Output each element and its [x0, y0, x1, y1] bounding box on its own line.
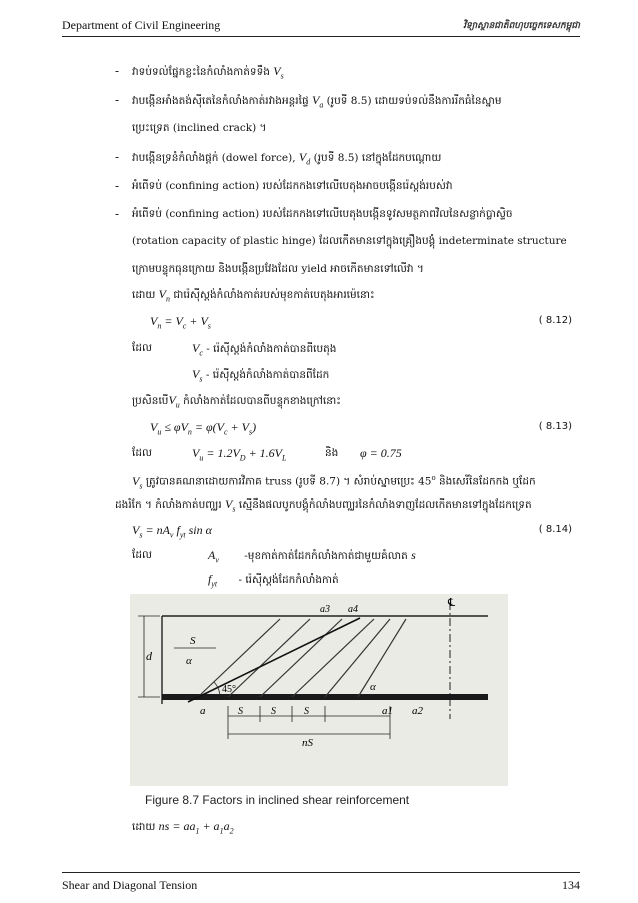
vu-symbol: $V_u$: [168, 393, 180, 410]
a4-label: a4: [348, 604, 358, 615]
vn-intro-text: ជារ៉េស៊ីស្តង់កំលាំងកាត់របស់មុខកាត់បេតុងអារម៉េនោះ: [173, 289, 375, 301]
page-footer: [62, 872, 580, 892]
bullet-dash: -: [115, 179, 120, 193]
equation-number-8-12: ( 8.12): [538, 315, 572, 326]
bullet-3-symbol: $V_d$: [298, 150, 311, 167]
condition-line: [132, 393, 341, 412]
bullet-dash: -: [115, 93, 120, 107]
and-word: និង: [325, 447, 339, 459]
bullet-3-tail: នៅក្នុងដែកបណ្តោយ: [361, 152, 442, 164]
page-number: 134: [562, 878, 580, 892]
page-header: [62, 14, 580, 37]
vu-equation: $V_u = 1.2V_D + 1.6V_L$: [192, 446, 287, 463]
where-lead-3: ដែល: [132, 549, 152, 561]
a2-label: a2: [412, 705, 423, 717]
figure-caption: Figure 8.7 Factors in inclined shear reinforcement: [145, 793, 410, 807]
bullet-dash: -: [115, 207, 120, 221]
condition-lead: ប្រសិនបើ: [132, 395, 169, 407]
bullet-2-tail: ដោយទប់ទល់នឹងការរីកធំនៃស្នាម: [374, 95, 502, 107]
a-label: a: [200, 705, 206, 717]
truss-paragraph-line-2: [115, 497, 532, 516]
spacing-label: S: [238, 706, 243, 717]
definition-fyt: [208, 572, 339, 591]
bullet-3-text: វាបង្កើនទ្រនំកំលាំងផ្តក់ (dowel force),: [132, 152, 296, 164]
bullet-5: អំពើទប់ (confining action) របស់ដែកកងទៅលើបេតុងបង្កើនទូវសមត្ថភាពវិលនៃសន្លាក់ប្លាស្ទិច: [132, 208, 513, 220]
vn-intro-lead: ដោយ: [132, 289, 156, 301]
inclined-bar: [260, 619, 342, 697]
alpha-label: α: [370, 681, 376, 693]
spacing-symbol: s: [411, 548, 416, 562]
a1-label: a1: [382, 705, 393, 717]
angle-label: 45°: [222, 684, 236, 695]
where-lead-2: ដែល: [132, 447, 152, 459]
equation-8-13: $V_u \le \varphi V_n = \varphi(V_c + V_s)$: [150, 420, 257, 437]
phi-value: φ = 0.75: [360, 446, 402, 460]
fyt-definition: - រ៉េស៊ីស្តង់ដែកកំលាំងកាត់: [238, 574, 339, 586]
vs-symbol: $V_s$: [225, 497, 236, 514]
footer-chapter: Shear and Diagonal Tension: [62, 878, 198, 892]
equation-8-14: $V_s = nA_v$ $f_{yt}$ sin α: [132, 523, 212, 540]
truss-text-2b: ស្មើនឹងផលបូកបង្គុំកំលាំងបញ្ឈរនៃកំលាំងទាញដែលកើតមានទៅក្នុងដែកទ្រេត: [238, 499, 532, 511]
truss-text-2: ដងរំកែ ។ កំលាំងកាត់បញ្ឈរ: [115, 499, 222, 511]
vn-intro: [132, 287, 375, 306]
vn-symbol: $V_n$: [158, 287, 171, 304]
av-definition: -មុខកាត់កាត់ដែកកំលាំងកាត់ជាមួយគំលាត: [244, 550, 408, 562]
final-equation: ns = $aa_1 + a_1a_2$: [158, 819, 234, 836]
bullet-2: [132, 93, 502, 112]
bullet-dash: -: [115, 64, 120, 78]
bullet-1: [132, 64, 284, 83]
bullet-2-continuation: ប្រេះទ្រេត (inclined crack) ។: [132, 122, 267, 134]
bullet-1-text: វាទប់ទល់ផ្នែកខ្លះនៃកំលាំងកាត់ទទឹង: [132, 66, 270, 78]
equation-8-12: $V_n = V_c + V_s$: [150, 314, 211, 331]
a3-label: a3: [320, 604, 330, 615]
bullet-2-symbol: $V_a$: [311, 93, 324, 110]
inclined-shear-diagram: [130, 594, 508, 786]
vs-symbol: $V_s$: [132, 473, 143, 490]
header-department: Department of Civil Engineering: [62, 18, 221, 32]
final-lead: ដោយ: [132, 821, 156, 833]
ns-label: nS: [302, 737, 313, 749]
figure-8-7: [130, 594, 508, 786]
vc-symbol: $V_c$: [192, 341, 203, 358]
bullet-5-continuation-2: ក្រោមបន្ទុកធុនក្រោយ និងបង្កើនប្រវែងដែល yield អាចកើតមានទៅលើវា ។: [132, 263, 424, 275]
inclined-bar: [358, 619, 406, 697]
vc-definition: - រ៉េស៊ីស្តង់កំលាំងកាត់បានពីបេតុង: [206, 343, 337, 355]
where-lead-1: ដែល: [132, 342, 152, 354]
final-equation-line: [132, 819, 234, 838]
definition-vc: [192, 341, 336, 360]
inclined-bar: [228, 619, 310, 697]
bullet-5-continuation-1: (rotation capacity of plastic hinge) ដែលកើតមានទៅក្នុងគ្រឿងបង្គុំ indeterminate structure: [132, 235, 567, 247]
equation-number-8-14: ( 8.14): [538, 524, 572, 535]
spacing-label: S: [304, 706, 309, 717]
truss-text-1: ត្រូវបានគណនាដោយការវិភាគ truss (រូបទី 8.7) ។ សំរាប់ស្នាមប្រេះ 45: [145, 475, 432, 488]
bullet-3: [132, 150, 441, 169]
bullet-1-symbol: $V_s$: [273, 64, 284, 81]
bullet-dash: -: [115, 150, 120, 164]
depth-label: d: [146, 649, 152, 663]
bullet-3-ref: (រូបទី 8.5): [313, 152, 359, 164]
inclined-crack: [188, 618, 360, 702]
spacing-label: S: [190, 635, 196, 647]
vs-symbol: $V_s$: [192, 367, 203, 384]
condition-text: កំលាំងកាត់ដែលបានពីបន្ទុកខាងក្រៅនោះ: [183, 395, 341, 407]
fyt-symbol: $f_{yt}$: [208, 572, 218, 589]
centerline-label: ℄: [448, 596, 456, 609]
definition-av: [208, 548, 416, 567]
header-institute: វិទ្យាស្ថានជាតិពហុបច្ចេកទេសកម្ពុជា: [463, 21, 580, 31]
spacing-label: S: [271, 706, 276, 717]
truss-paragraph-line-1: [132, 471, 536, 493]
equation-number-8-13: ( 8.13): [538, 421, 572, 432]
av-symbol: $A_v$: [208, 548, 219, 565]
vs-definition: - រ៉េស៊ីស្តង់កំលាំងកាត់បានពីដែក: [205, 369, 330, 381]
bullet-2-text: វាបង្កើនអាំងតង់ស៊ីតេនៃកំលាំងកាត់រវាងអន្តរផ្ទៃ: [132, 95, 309, 107]
inclined-bar: [198, 619, 280, 697]
bullet-2-ref: (រូបទី 8.5): [326, 95, 372, 107]
definition-vs: [192, 367, 329, 386]
alpha-label: α: [186, 655, 192, 667]
truss-text-1b: និងសេរីនៃដែកកង ឬដែក: [439, 475, 536, 488]
degree-mark: o: [431, 474, 436, 482]
bullet-4: អំពើទប់ (confining action) របស់ដែកកងទៅលើបេតុងអាចបង្កើនរ៉េស្តង់របស់វា: [132, 180, 453, 192]
